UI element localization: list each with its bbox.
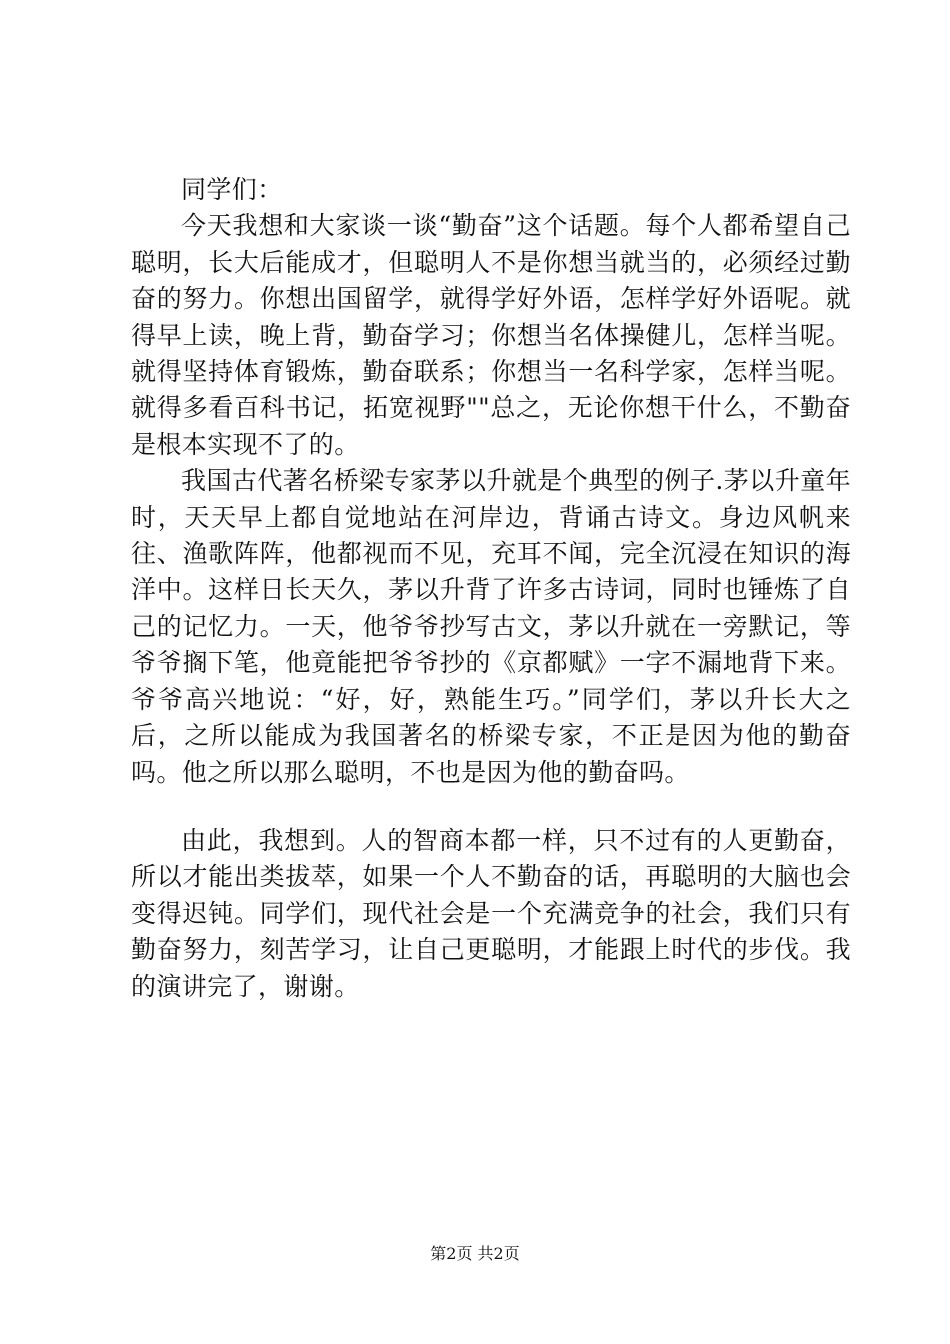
greeting-line: 同学们： bbox=[181, 175, 283, 204]
paragraph-conclusion: 由此，我想到。人的智商本都一样，只不过有的人更勤奋，所以才能出类拔萃，如果一个人不勤奋的话，再聪明的大脑也会变得迟钝。同学们，现代社会是一个充满竞争的社会，我们只有勤奋努力，刻苦学习，让自己更聪明，才能跟上时代的步伐。我的演讲完了，谢谢。 bbox=[131, 825, 851, 1001]
page-number-footer: 第2页 共2页 bbox=[430, 1244, 520, 1263]
paragraph-mao-yisheng-example: 我国古代著名桥梁专家茅以升就是个典型的例子.茅以升童年时，天天早上都自觉地站在河岸边，背诵古诗文。身边风帆来往、渔歌阵阵，他都视而不见，充耳不闻，完全沉浸在知识的海洋中。这样日长天久，茅以升背了许多古诗词，同时也锤炼了自己的记忆力。一天，他爷爷抄写古文，茅以升就在一旁默记，等爷爷搁下笔，他竟能把爷爷抄的《京都赋》一字不漏地背下来。爷爷高兴地说：“好，好，熟能生巧。”同学们，茅以升长大之后，之所以能成为我国著名的桥梁专家，不正是因为他的勤奋吗。他之所以那么聪明，不也是因为他的勤奋吗。 bbox=[131, 466, 851, 787]
speech-body bbox=[131, 172, 851, 1005]
paragraph-diligence-topic: 今天我想和大家谈一谈“勤奋”这个话题。每个人都希望自己聪明，长大后能成才，但聪明人不是你想当就当的，必须经过勤奋的努力。你想出国留学，就得学好外语，怎样学好外语呢。就得早上读，晚上背，勤奋学习；你想当名体操健儿，怎样当呢。就得坚持体育锻炼，勤奋联系；你想当一名科学家，怎样当呢。就得多看百科书记，拓宽视野""总之，无论你想干什么，不勤奋是根本实现不了的。 bbox=[131, 211, 851, 459]
